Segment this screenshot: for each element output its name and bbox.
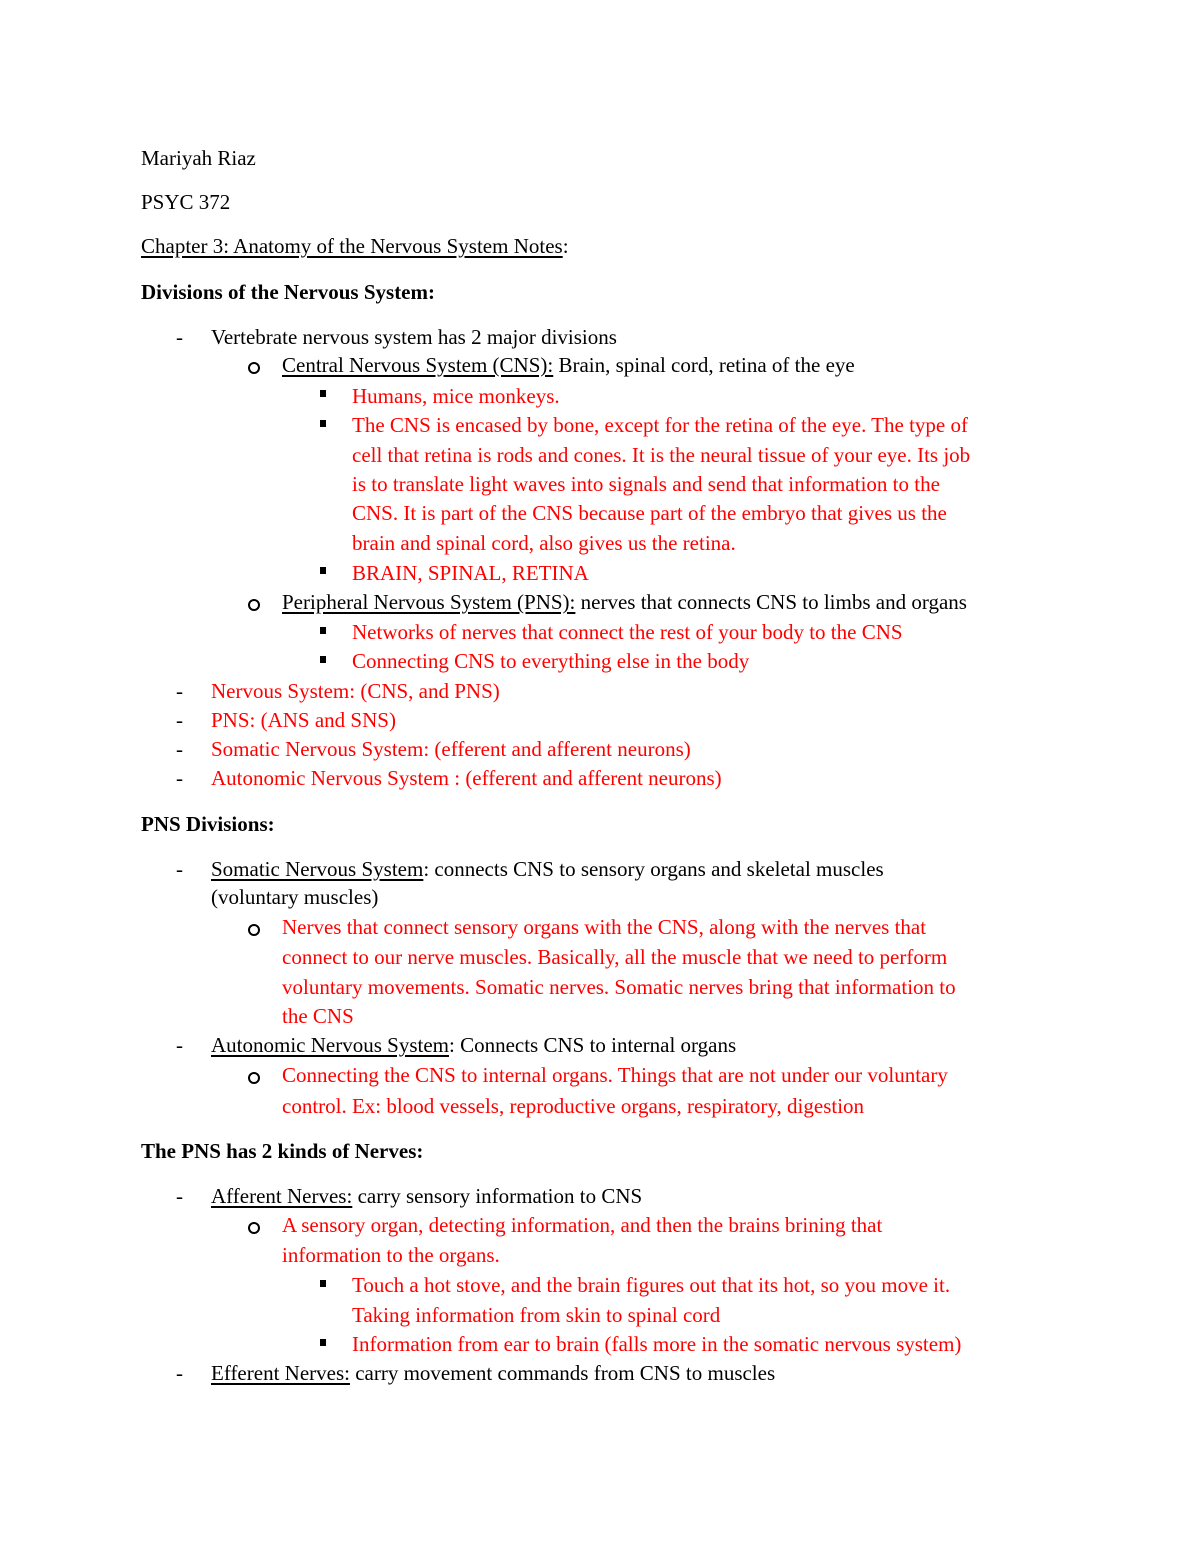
chapter-title: Chapter 3: Anatomy of the Nervous System Notes <box>141 234 563 258</box>
chapter-title-colon: : <box>562 234 569 258</box>
efferent-line <box>211 1363 775 1384</box>
circle-bullet <box>248 1222 260 1234</box>
cns-note-1: Humans, mice monkeys. <box>352 384 560 408</box>
somatic-label: Somatic Nervous System <box>211 857 424 881</box>
dash-bullet: - <box>176 325 183 349</box>
dash-bullet: - <box>176 1033 183 1057</box>
somatic-division-line <box>211 859 884 880</box>
cns-note-2-line-2: cell that retina is rods and cones. It is the neural tissue of your eye. Its job <box>352 443 971 467</box>
square-bullet <box>320 627 326 634</box>
pns-note-2: Connecting CNS to everything else in the body <box>352 649 750 673</box>
pns-label: Peripheral Nervous System (PNS): <box>282 590 576 614</box>
dash-bullet: - <box>176 766 183 790</box>
autonomic-note-line-1: Connecting the CNS to internal organs. Things that are not under our voluntary <box>282 1063 948 1087</box>
nervous-system-line: Nervous System: (CNS, and PNS) <box>211 679 500 703</box>
afferent-sub1-line-1: Touch a hot stove, and the brain figures out that its hot, so you move it. <box>352 1273 951 1297</box>
section-heading-divisions: Divisions of the Nervous System: <box>141 280 435 304</box>
vertebrate-line: Vertebrate nervous system has 2 major divisions <box>211 325 617 349</box>
autonomic-line: Autonomic Nervous System : (efferent and afferent neurons) <box>211 766 722 790</box>
square-bullet <box>320 1280 326 1287</box>
cns-desc: Brain, spinal cord, retina of the eye <box>553 353 855 377</box>
author-name: Mariyah Riaz <box>141 146 256 170</box>
somatic-desc: : connects CNS to sensory organs and skeletal muscles <box>423 857 884 881</box>
chapter-title-row <box>141 236 569 257</box>
autonomic-note-line-2: control. Ex: blood vessels, reproductive organs, respiratory, digestion <box>282 1094 865 1118</box>
circle-bullet <box>248 924 260 936</box>
square-bullet <box>320 1339 326 1346</box>
cns-note-2-line-1: The CNS is encased by bone, except for the retina of the eye. The type of <box>352 413 968 437</box>
afferent-line <box>211 1186 642 1207</box>
cns-note-2-line-5: brain and spinal cord, also gives us the retina. <box>352 531 736 555</box>
section-heading-pns-divisions: PNS Divisions: <box>141 812 275 836</box>
efferent-desc: carry movement commands from CNS to muscles <box>349 1361 776 1385</box>
square-bullet <box>320 420 326 427</box>
circle-bullet <box>248 362 260 374</box>
somatic-note-line-4: the CNS <box>282 1004 354 1028</box>
somatic-desc-line-2: (voluntary muscles) <box>211 885 379 909</box>
afferent-note-line-1: A sensory organ, detecting information, and then the brains brining that <box>282 1213 883 1237</box>
circle-bullet <box>248 1072 260 1084</box>
cns-note-3: BRAIN, SPINAL, RETINA <box>352 561 589 585</box>
somatic-note-line-1: Nerves that connect sensory organs with the CNS, along with the nerves that <box>282 915 927 939</box>
cns-note-2-line-3: is to translate light waves into signals and send that information to the <box>352 472 940 496</box>
square-bullet <box>320 656 326 663</box>
circle-bullet <box>248 599 260 611</box>
autonomic-label: Autonomic Nervous System <box>211 1033 449 1057</box>
pns-line <box>282 592 967 613</box>
cns-note-2-line-4: CNS. It is part of the CNS because part of the embryo that gives us the <box>352 501 947 525</box>
autonomic-desc: : Connects CNS to internal organs <box>448 1033 737 1057</box>
pns-desc: nerves that connects CNS to limbs and organs <box>575 590 967 614</box>
somatic-note-line-2: connect to our nerve muscles. Basically, all the muscle that we need to perform <box>282 945 948 969</box>
dash-bullet: - <box>176 679 183 703</box>
cns-label: Central Nervous System (CNS): <box>282 353 554 377</box>
pns-split-line: PNS: (ANS and SNS) <box>211 708 396 732</box>
somatic-line: Somatic Nervous System: (efferent and afferent neurons) <box>211 737 691 761</box>
somatic-note-line-3: voluntary movements. Somatic nerves. Somatic nerves bring that information to <box>282 975 956 999</box>
dash-bullet: - <box>176 1361 183 1385</box>
efferent-label: Efferent Nerves: <box>211 1361 350 1385</box>
afferent-label: Afferent Nerves: <box>211 1184 353 1208</box>
afferent-sub1-line-2: Taking information from skin to spinal cord <box>352 1303 721 1327</box>
afferent-desc: carry sensory information to CNS <box>352 1184 643 1208</box>
afferent-note-line-2: information to the organs. <box>282 1243 500 1267</box>
autonomic-division-line <box>211 1035 736 1056</box>
cns-line <box>282 355 855 376</box>
afferent-sub2: Information from ear to brain (falls more in the somatic nervous system) <box>352 1332 962 1356</box>
square-bullet <box>320 567 326 574</box>
dash-bullet: - <box>176 857 183 881</box>
dash-bullet: - <box>176 708 183 732</box>
section-heading-nerves: The PNS has 2 kinds of Nerves: <box>141 1139 424 1163</box>
square-bullet <box>320 390 326 397</box>
dash-bullet: - <box>176 737 183 761</box>
pns-note-1: Networks of nerves that connect the rest of your body to the CNS <box>352 620 903 644</box>
course-code: PSYC 372 <box>141 190 231 214</box>
dash-bullet: - <box>176 1184 183 1208</box>
